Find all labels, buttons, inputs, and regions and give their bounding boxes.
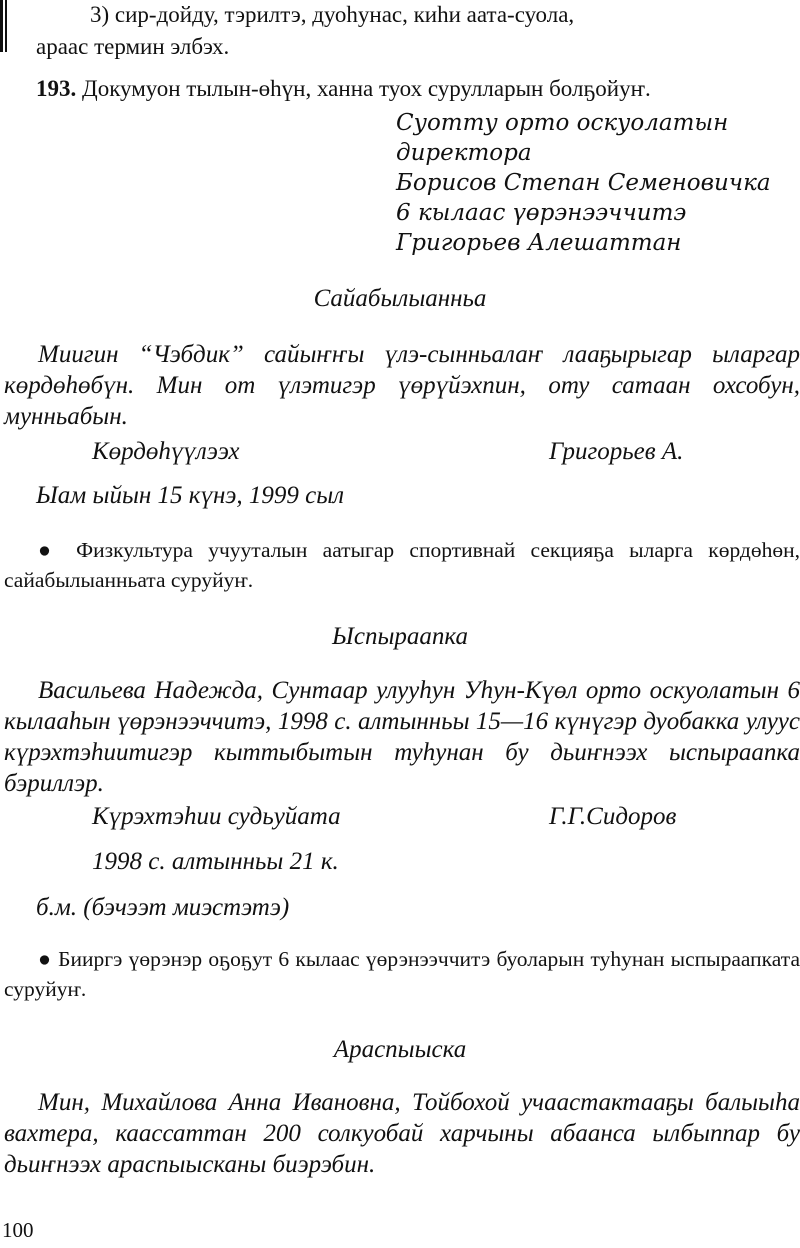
list-item-3-line1: 3) сир-дойду, тэрилтэ, дуоhунас, киhи аата-суола, bbox=[90, 2, 575, 27]
doc-body-certificate: Васильева Надежда, Сунтаар улууһун Уһун-Күөл орто оскуолатын 6 кылааһын үөрэнээччитэ, 1998 с. алтынньы 15—16 күнүгэр дуобакка улуус күрэхтэһиитигэр кыттыбытын туһунан бу дьиҥнээх ыспыраапка бэриллэр. bbox=[4, 677, 800, 797]
doc-body-application: Миигин “Чэбдик” сайыҥҥы үлэ-сынньалаҥ лааҕырыгар ыларгар көрдөһөбүн. Мин от үлэтигэр үөрүйэхпин, оту сатаан охсобун, мунньабын. bbox=[4, 341, 800, 430]
doc-date: Ыам ыйын 15 күнэ, 1999 сыл bbox=[36, 482, 345, 509]
addressee-line-4: 6 кылаас үөрэнээччитэ bbox=[396, 200, 687, 226]
doc-date: 1998 с. алтынньы 21 к. bbox=[92, 848, 339, 875]
exercise-number: 193. bbox=[36, 76, 77, 101]
addressee-line-2: директора bbox=[396, 140, 532, 166]
signature-name: Григорьев А. bbox=[549, 438, 684, 465]
bullet-icon: ● bbox=[38, 538, 61, 562]
signature-label: Күрэхтэһии судьуйата bbox=[92, 803, 341, 830]
addressee-line-1: Суотту орто оскуолатын bbox=[396, 110, 729, 136]
exercise-instruction: Докумуон тылын-өhүн, ханна туох сурулларын болҕойуҥ. bbox=[82, 76, 651, 101]
doc-title-receipt: Араспыыска bbox=[333, 1036, 467, 1063]
task-instruction-1: ● Физкультура учууталын аатыгар спортивнай секцияҕа ыларга көрдөһөн, сайабылыанньата суруйуҥ. bbox=[4, 538, 800, 592]
exercise-heading bbox=[36, 76, 651, 102]
doc-title-application: Сайабылыанньа bbox=[313, 285, 487, 312]
task-instruction-2: ● Бииргэ үөрэнэр оҕоҕут 6 кылаас үөрэнээччитэ буоларын туһунан ыспыраапката суруйуҥ. bbox=[4, 947, 800, 1001]
list-item-3-line2: араас термин элбэх. bbox=[36, 34, 230, 59]
doc-title-certificate: Ыспыраапка bbox=[332, 623, 468, 650]
signature-label: Көрдөһүүлээх bbox=[92, 438, 240, 465]
page-number: 100 bbox=[2, 1218, 34, 1242]
addressee-line-3: Борисов Степан Семеновичка bbox=[396, 170, 771, 196]
seal-place: б.м. (бэчээт миэстэтэ) bbox=[36, 894, 290, 921]
signature-name: Г.Г.Сидоров bbox=[549, 803, 677, 830]
bullet-icon: ● bbox=[38, 947, 52, 971]
page-edge-binding bbox=[0, 0, 7, 52]
doc-body-receipt: Мин, Михайлова Анна Ивановна, Тойбохой учаастактааҕы балыыһа вахтера, каассаттан 200 солкуобай харчыны абаанса ылбыппар бу дьиҥнээх араспыысканы биэрэбин. bbox=[4, 1089, 800, 1178]
addressee-line-5: Григорьев Алешаттан bbox=[396, 230, 682, 256]
